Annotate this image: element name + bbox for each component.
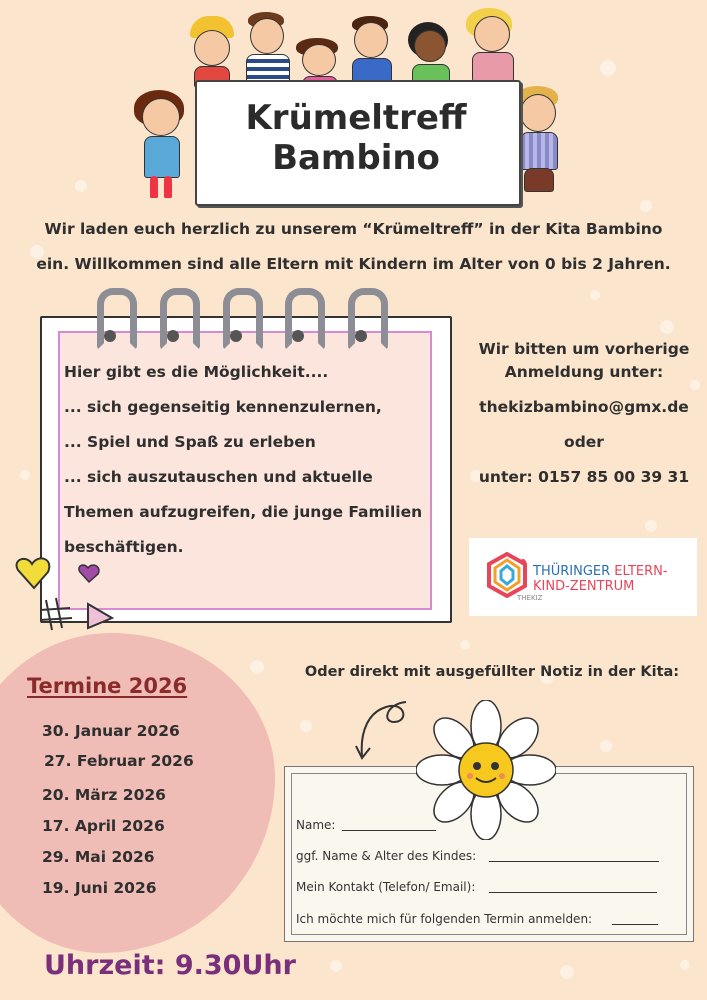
termine-date: 17. April 2026 bbox=[42, 817, 165, 835]
form-field-contact-label: Mein Kontakt (Telefon/ Email): bbox=[296, 880, 476, 894]
intro-line-1: Wir laden euch herzlich zu unserem “Krümeltreff” in der Kita Bambino bbox=[44, 220, 663, 238]
form-heading: Oder direkt mit ausgefüllter Notiz in der Kita: bbox=[304, 664, 680, 680]
notepad-line: Themen aufzugreifen, die junge Familien bbox=[64, 503, 423, 521]
termine-date: 29. Mai 2026 bbox=[42, 848, 155, 866]
form-field-termin-label: Ich möchte mich für folgenden Termin anmelden: bbox=[296, 912, 593, 926]
notepad-line: beschäftigen. bbox=[64, 538, 184, 556]
logo-icon bbox=[485, 552, 529, 598]
page-title bbox=[195, 98, 517, 178]
termine-title: Termine 2026 bbox=[27, 674, 188, 698]
notepad-line: ... sich auszutauschen und aktuelle bbox=[64, 468, 373, 486]
termine-date: 19. Juni 2026 bbox=[42, 879, 157, 897]
notepad-line: ... sich gegenseitig kennenzulernen, bbox=[64, 398, 382, 416]
form-field-termin-line[interactable] bbox=[612, 924, 658, 925]
registration-or: oder bbox=[564, 433, 604, 451]
doodles bbox=[10, 552, 120, 637]
daisy-icon bbox=[416, 700, 556, 840]
registration-line-1: Wir bitten um vorherige bbox=[478, 340, 690, 358]
form-field-name-line[interactable] bbox=[342, 830, 436, 831]
form-field-child-line[interactable] bbox=[489, 861, 659, 862]
time-label: Uhrzeit: 9.30Uhr bbox=[44, 950, 296, 981]
termine-date: 20. März 2026 bbox=[42, 786, 166, 804]
logo-text-eltern: ELTERN- bbox=[614, 564, 668, 579]
termine-date: 27. Februar 2026 bbox=[44, 752, 194, 770]
logo-text-line-2: KIND-ZENTRUM bbox=[533, 579, 635, 594]
termine-date: 30. Januar 2026 bbox=[42, 722, 180, 740]
title-line-1: Krümeltreff bbox=[245, 98, 467, 138]
intro-line-2: ein. Willkommen sind alle Eltern mit Kindern im Alter von 0 bis 2 Jahren. bbox=[36, 255, 671, 273]
registration-phone: unter: 0157 85 00 39 31 bbox=[478, 468, 690, 486]
form-field-child-label: ggf. Name & Alter des Kindes: bbox=[296, 849, 477, 863]
form-field-contact-line[interactable] bbox=[489, 892, 657, 893]
notepad-line: Hier gibt es die Möglichkeit.... bbox=[64, 363, 329, 381]
arrow-icon bbox=[350, 696, 420, 766]
form-field-name-label: Name: bbox=[296, 818, 336, 832]
title-line-2: Bambino bbox=[272, 138, 440, 178]
notepad-line: ... Spiel und Spaß zu erleben bbox=[64, 433, 316, 451]
registration-line-2: Anmeldung unter: bbox=[504, 363, 664, 381]
registration-email: thekizbambino@gmx.de bbox=[479, 398, 689, 416]
logo-small-text: THEKIZ bbox=[517, 594, 543, 602]
logo bbox=[469, 538, 697, 616]
logo-text-thueringer: THÜRINGER bbox=[533, 564, 615, 579]
